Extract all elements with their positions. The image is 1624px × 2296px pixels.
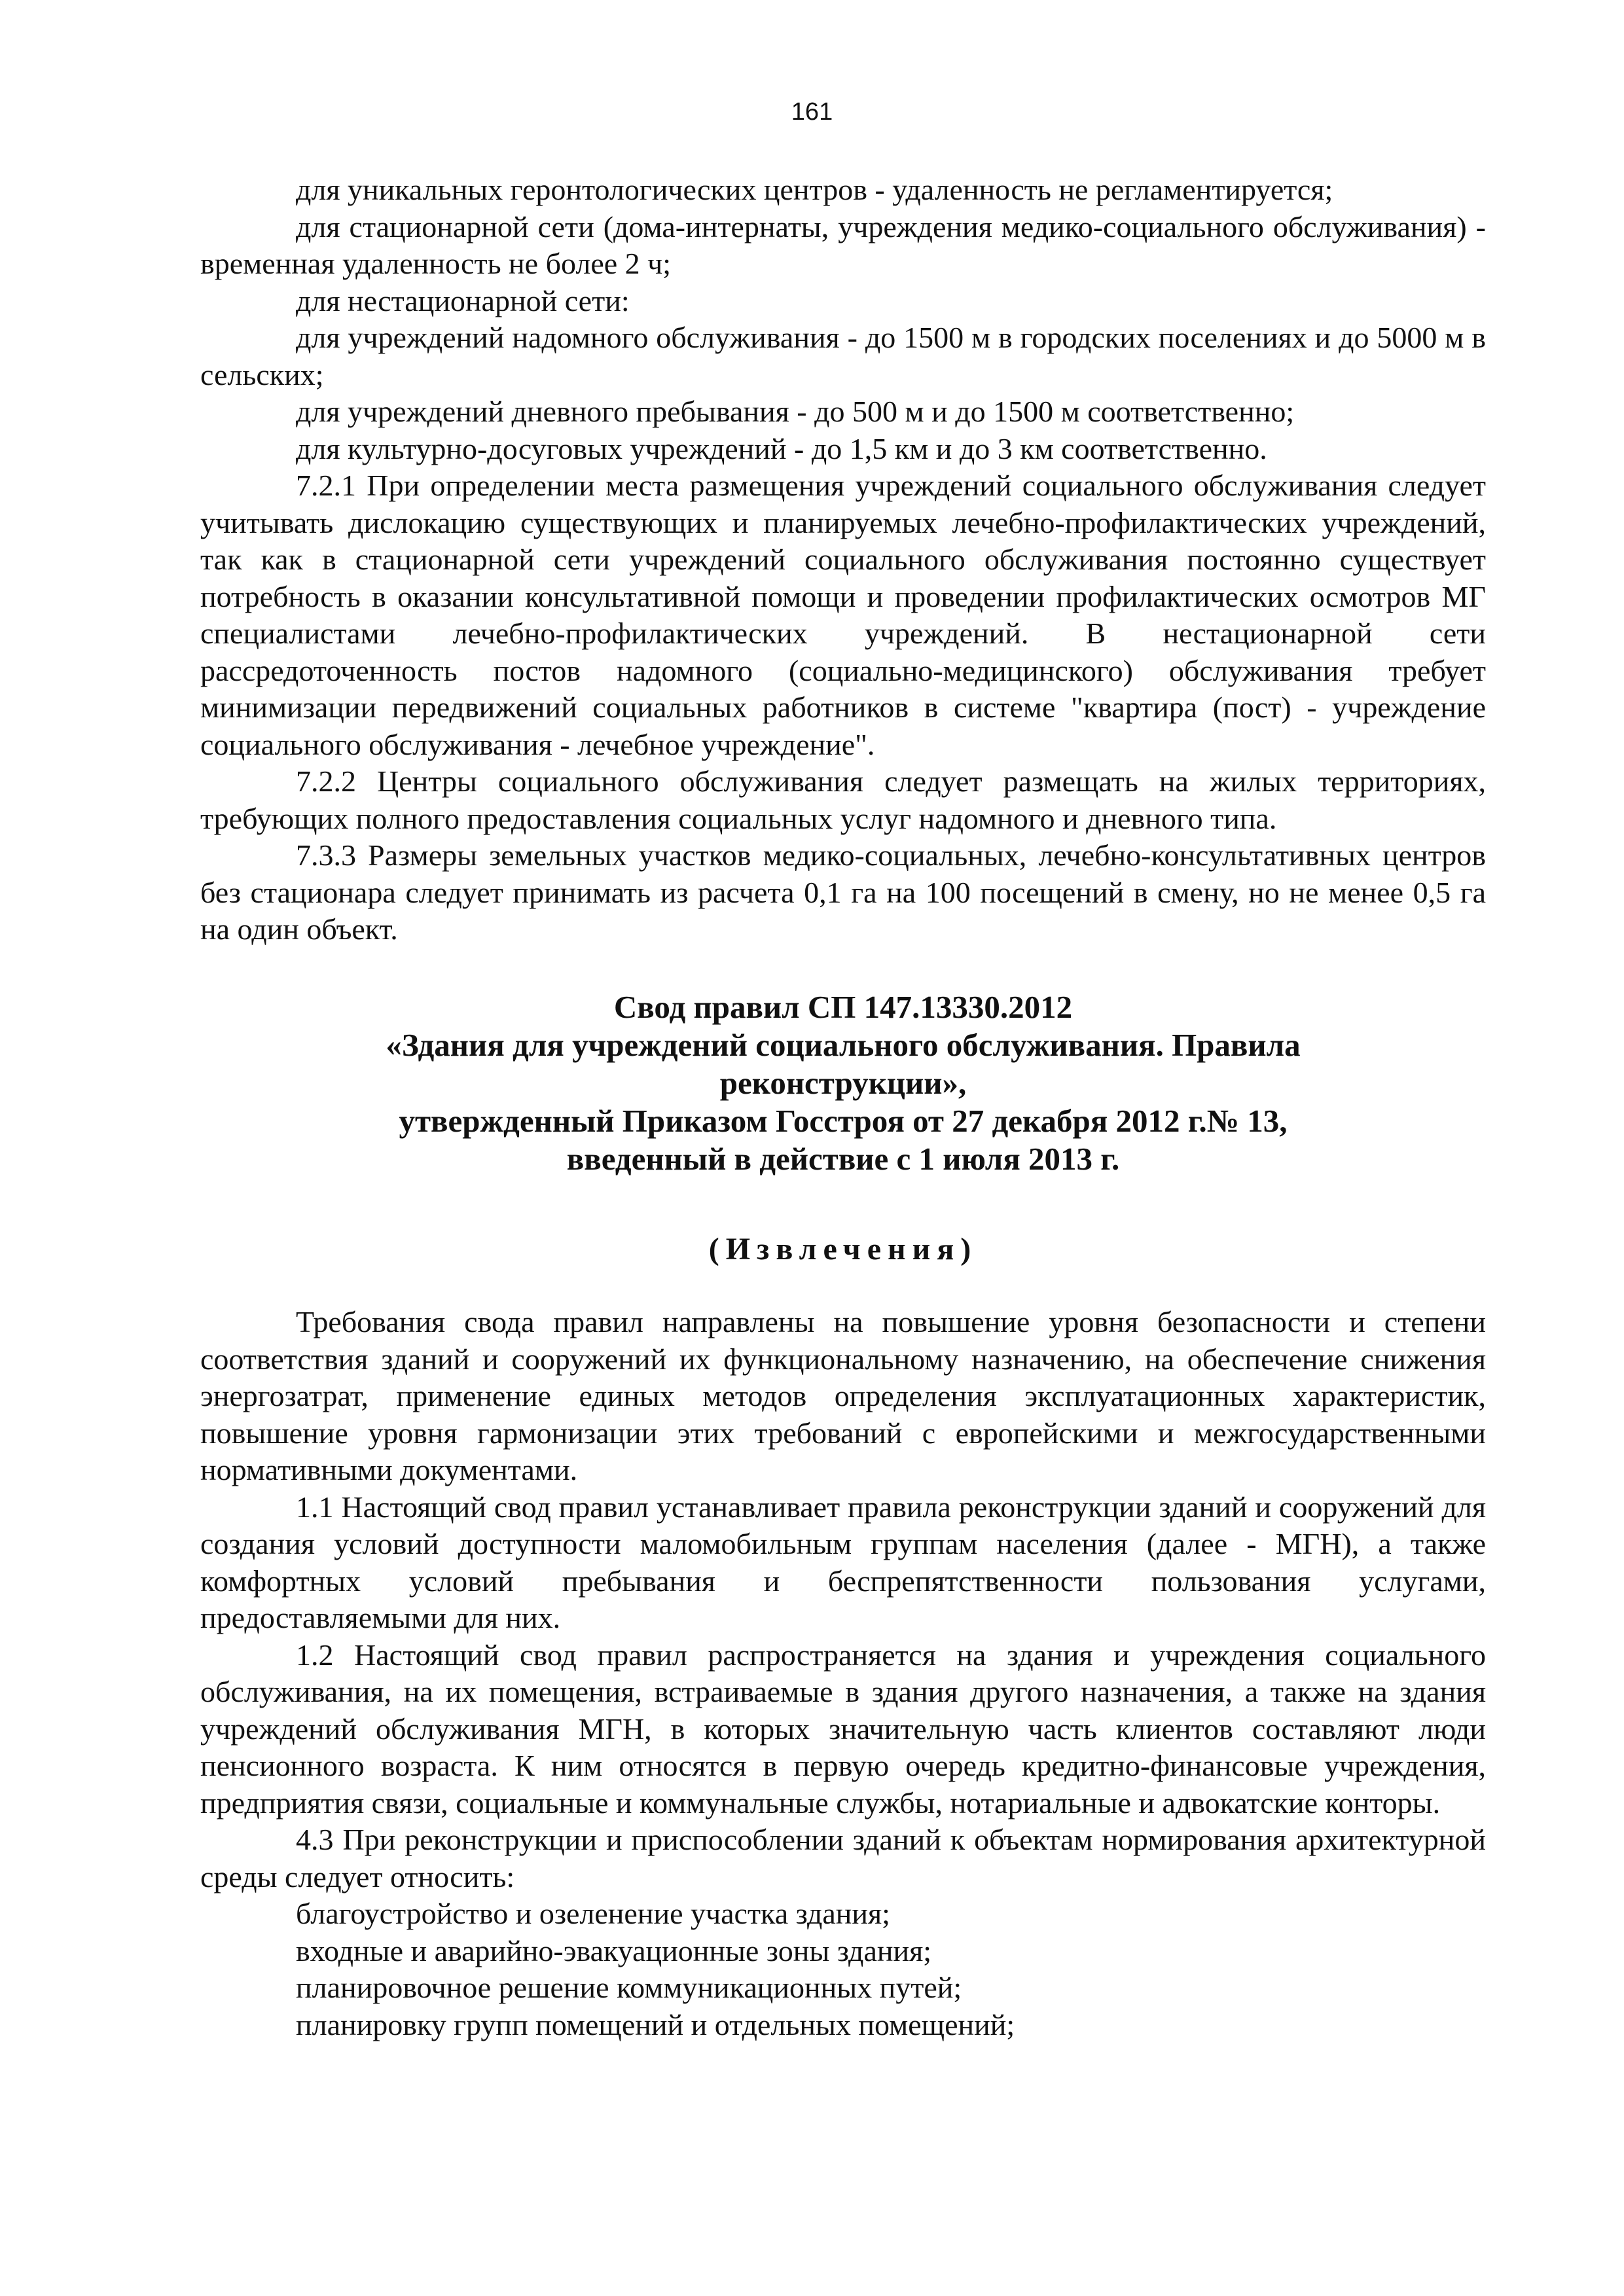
- document-heading: [200, 988, 1486, 1178]
- paragraph: для стационарной сети (дома-интернаты, учреждения медико-социального обслуживания) - временная удаленность не более 2 ч;: [200, 209, 1486, 280]
- heading-line: реконструкции»,: [719, 1065, 967, 1101]
- heading-line: «Здания для учреждений социального обслуживания. Правила: [386, 1027, 1301, 1063]
- paragraph: для уникальных геронтологических центров - удаленность не регламентируется;: [296, 173, 1333, 206]
- paragraph: для культурно-досуговых учреждений - до 1,5 км и до 3 км соответственно.: [296, 431, 1267, 465]
- paragraph: Требования свода правил направлены на повышение уровня безопасности и степени соответствия зданий и сооружений их функциональному назначению, на обеспечение снижения энергозатрат, применение единых методов определения эксплуатационных характеристик, повышение уровня гармонизации этих требований с европейскими и межгосударственными нормативными документами.: [200, 1305, 1486, 1486]
- paragraph: 7.3.3 Размеры земельных участков медико-социальных, лечебно-консультативных центров без стационара следует принимать из расчета 0,1 га на 100 посещений в смену, но не менее 0,5 га на один объект.: [200, 838, 1486, 946]
- heading-line: Свод правил СП 147.13330.2012: [613, 989, 1073, 1025]
- paragraph: 7.2.2 Центры социального обслуживания следует размещать на жилых территориях, требующих полного предоставления социальных услуг надомного и дневного типа.: [200, 764, 1486, 835]
- paragraph: 4.3 При реконструкции и приспособлении зданий к объектам нормирования архитектурной среды следует относить:: [200, 1823, 1486, 1893]
- paragraph: для нестационарной сети:: [296, 283, 630, 317]
- paragraph: 1.1 Настоящий свод правил устанавливает правила реконструкции зданий и сооружений для создания условий доступности маломобильным группам населения (далее - МГН), а также комфортных условий пребывания и беспрепятственности пользования услугами, предоставляемыми для них.: [200, 1490, 1486, 1634]
- bottom-text-block: [200, 1304, 1486, 2043]
- heading-line: введенный в действие с 1 июля 2013 г.: [566, 1141, 1120, 1177]
- paragraph: планировочное решение коммуникационных путей;: [296, 1971, 962, 2004]
- paragraph: 7.2.1 При определении места размещения учреждений социального обслуживания следует учитывать дислокацию существующих и планируемых лечебно-профилактических учреждений, так как в стационарной сети учреждений социального обслуживания постоянно существует потребность в оказании консультативной помощи и проведении профилактических осмотров МГ специалистами лечебно-профилактических учреждений. В нестационарной сети рассредоточенность постов надомного (социально-медицинского) обслуживания требует минимизации передвижений социальных работников в системе "квартира (пост) - учреждение социального обслуживания - лечебное учреждение".: [200, 469, 1486, 761]
- paragraph: благоустройство и озеленение участка здания;: [296, 1897, 890, 1930]
- paragraph: планировку групп помещений и отдельных помещений;: [296, 2007, 1015, 2041]
- paragraph: 1.2 Настоящий свод правил распространяется на здания и учреждения социального обслуживания, на их помещения, встраиваемые в здания другого назначения, а также на здания учреждений обслуживания МГН, в которых значительную часть клиентов составляют люди пенсионного возраста. К ним относятся в первую очередь кредитно-финансовые учреждения, предприятия связи, социальные и коммунальные службы, нотариальные и адвокатские конторы.: [200, 1638, 1486, 1820]
- heading-line: утвержденный Приказом Госстроя от 27 декабря 2012 г.№ 13,: [399, 1103, 1288, 1139]
- paragraph: входные и аварийно-эвакуационные зоны здания;: [296, 1933, 932, 1967]
- paragraph: для учреждений дневного пребывания - до 500 м и до 1500 м соответственно;: [296, 395, 1295, 428]
- paragraph: для учреждений надомного обслуживания - до 1500 м в городских поселениях и до 5000 м в сельских;: [200, 321, 1486, 391]
- page-number: 161: [791, 98, 833, 126]
- extract-label: (Извлечения): [708, 1232, 978, 1266]
- top-text-block: [200, 171, 1486, 948]
